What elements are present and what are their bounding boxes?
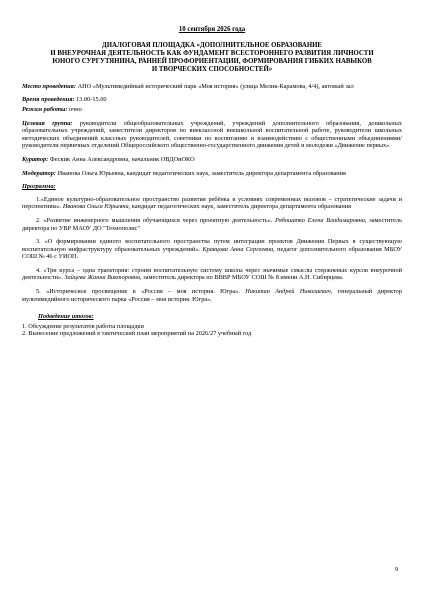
mode-text: очно — [67, 105, 82, 113]
title-line: ЮНОГО СУРГУТЯНИНА, РАННЕЙ ПРОФОРИЕНТАЦИИ, ФОРМИРОВАНИЯ ГИБКИХ НАВЫКОВ — [52, 58, 372, 66]
program-item-role: педагог дополнительного образования МБОУ СОШ № 46 с УИОП. — [22, 245, 402, 261]
program-item-role: генеральный директор мультимедийного исторического парка «Россия – моя история. Югра». — [22, 288, 402, 303]
venue-label: Место проведения: — [22, 82, 76, 90]
program-item-role: заместитель директора по УВР МАОУ ДО "Технополис" — [22, 216, 402, 232]
mode-row — [22, 106, 402, 114]
moderator-row — [22, 170, 402, 178]
program-item — [22, 267, 402, 282]
program-item-text: 4. «Три курса – одна траектория: строим воспитательную систему школы через значимые смыслы стержневых курсов внеурочной деятельности». — [22, 266, 402, 282]
program-item-text: 3. «О формировании единого воспитательного пространства путем интеграции проектов Движения Первых в существующую воспитательную инфраструктуру образовательных учреждений». — [22, 238, 402, 253]
curator-label: Куратор: — [22, 155, 49, 163]
results-item: 2. Вынесение предложений в тактический план мероприятий на 2026/27 учебный год — [22, 330, 252, 338]
program-item-speaker: Никитин Андрей Николаевич, — [239, 288, 333, 296]
program-item-text: 2. «Развитие инженерного мышления обучающихся через проектную деятельность». — [36, 216, 273, 224]
program-item-speaker: Иванова Ольга Юрьевна, — [61, 203, 131, 211]
time-text: 13.00-15.00 — [74, 96, 107, 104]
curator-row — [22, 156, 402, 164]
time-label: Время проведения: — [22, 96, 75, 104]
program-item — [22, 196, 402, 211]
program-item — [22, 217, 402, 232]
event-title — [22, 42, 402, 75]
title-line: И ВНЕУРОЧНАЯ ДЕЯТЕЛЬНОСТЬ КАК ФУНДАМЕНТ ВСЕСТОРОННЕГО РАЗВИТИЯ ЛИЧНОСТИ — [50, 49, 374, 57]
results-item: 1. Обсуждение результатов работы площадки — [22, 322, 144, 330]
program-item-speaker: Зайцева Жанна Викторовна, — [62, 274, 142, 282]
page-number: 9 — [394, 566, 398, 573]
program-item-role: кандидат педагогических наук, заместитель директора департамента образования — [130, 203, 352, 211]
program-item-role: заместитель директора по ВВВР МБОУ СОШ № 8 имени А.Н. Сибирцева. — [141, 274, 344, 282]
time-row — [22, 96, 402, 104]
title-line: ДИАЛОГОВАЯ ПЛОЩАДКА «ДОПОЛНИТЕЛЬНОЕ ОБРАЗОВАНИЕ — [102, 41, 322, 49]
program-item — [22, 238, 402, 261]
moderator-text: Иванова Ольга Юрьевна, кандидат педагогических наук, заместитель директора департамента образования — [56, 169, 346, 177]
curator-text: Фескик Анна Александровна, начальник ОВДОиОКО — [48, 155, 195, 163]
program-heading: Программа: — [22, 183, 56, 191]
audience-text: руководители общеобразовательных учреждений, учреждений дополнительного образования, дошкольных образовательных учреждений, заместители директоров по внеклассной внешкольной воспитательной работе, руководители школьных методических объединений классных руководителей, советники по воспитанию и взаимодействию с общественными объединениями/руководители первичных отделений Общероссийского общественно-государственного движения детей и молодежи «Движение первых» — [22, 119, 402, 150]
mode-label: Режим работы: — [22, 105, 68, 113]
program-item-speaker: Рябошапко Елена Владимировна, — [272, 216, 367, 224]
results-heading: Подведение итогов: — [38, 313, 94, 321]
program-item-speaker: Кравцова Анна Сергеевна, — [200, 245, 275, 253]
program-item-text: 1.«Единое культурно-образовательное пространство развития ребёнка в условиях современных вызовов – стратегические задачи и перспективы». — [22, 195, 402, 211]
audience-label: Целевая группа: — [22, 119, 73, 127]
moderator-label: Модератор: — [22, 169, 56, 177]
venue-row — [22, 83, 402, 91]
title-line: И ТВОРЧЕСКИХ СПОСОБНОСТЕЙ» — [151, 66, 273, 74]
program-item-text: 5. «Историческое просвещение в «Россия – моя история. Югра». — [36, 288, 240, 296]
event-date: 10 сентября 2026 года — [178, 26, 246, 33]
audience-row — [22, 120, 402, 150]
program-item — [22, 288, 402, 303]
venue-text: АНО «Мультимедийный исторический парк «Моя история» (улица Мелик-Карамова, 4/4), актовый зал — [76, 82, 354, 90]
